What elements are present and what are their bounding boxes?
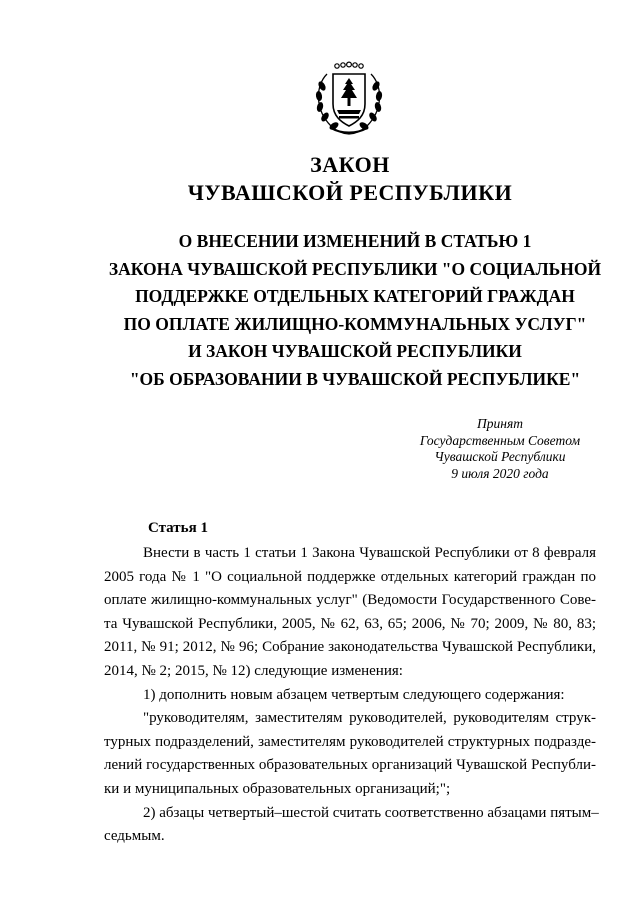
issuer-title: ЧУВАШСКОЙ РЕСПУБЛИКИ [187, 180, 513, 205]
adoption-note [400, 416, 600, 482]
heading-line: ЗАКОНА ЧУВАШСКОЙ РЕСПУБЛИКИ "О СОЦИАЛЬНОЙ [108, 258, 602, 279]
body-line: та Чувашской Республики, 2005, № 62, 63, 65; 2006, № 70; 2009, № 80, 83; [104, 615, 596, 632]
adoption-date: 9 июля 2020 года [451, 465, 549, 481]
article-title: Статья 1 [148, 520, 208, 536]
body-line: "руководителям, заместителям руководителей, руководителям струк- [143, 710, 596, 727]
body-line: оплате жилищно-коммунальных услуг" (Ведомости Государственного Сове- [104, 592, 596, 609]
heading-line: О ВНЕСЕНИИ ИЗМЕНЕНИЙ В СТАТЬЮ 1 [178, 231, 532, 251]
document-type-title: ЗАКОН [310, 152, 390, 177]
body-line: лений государственных образовательных организаций Чувашской Республи- [104, 757, 596, 774]
body-line: 2005 года № 1 "О социальной поддержке отдельных категорий граждан по [104, 568, 596, 585]
article-body [104, 542, 599, 849]
adoption-line: Государственным Советом [419, 432, 581, 448]
body-line: 2) абзацы четвертый–шестой считать соответственно абзацами пятым– [143, 804, 599, 821]
body-line: Внести в часть 1 статьи 1 Закона Чувашской Республики от 8 февраля [143, 545, 596, 561]
body-line: ки и муниципальных образовательных организаций;"; [104, 780, 451, 797]
body-line: турных подразделений, заместителям руководителей структурных подразде- [104, 733, 596, 750]
body-line: 2014, № 2; 2015, № 12) следующие изменения: [104, 662, 403, 679]
heading-line: ПО ОПЛАТЕ ЖИЛИЩНО-КОММУНАЛЬНЫХ УСЛУГ" [123, 313, 587, 334]
body-line: 2011, № 91; 2012, № 96; Собрание законодательства Чувашской Республики, [104, 639, 596, 656]
body-line: седьмым. [104, 828, 165, 845]
body-line: 1) дополнить новым абзацем четвертым следующего содержания: [143, 686, 565, 703]
adoption-line: Чувашской Республики [434, 449, 566, 464]
heading-line: "ОБ ОБРАЗОВАНИИ В ЧУВАШСКОЙ РЕСПУБЛИКЕ" [129, 368, 581, 389]
adoption-line: Принят [477, 416, 523, 431]
heading-line: ПОДДЕРЖКЕ ОТДЕЛЬНЫХ КАТЕГОРИЙ ГРАЖДАН [135, 286, 575, 307]
heading-line: И ЗАКОН ЧУВАШСКОЙ РЕСПУБЛИКИ [188, 341, 522, 362]
coat-of-arms-icon [309, 60, 389, 138]
law-heading [95, 228, 615, 394]
